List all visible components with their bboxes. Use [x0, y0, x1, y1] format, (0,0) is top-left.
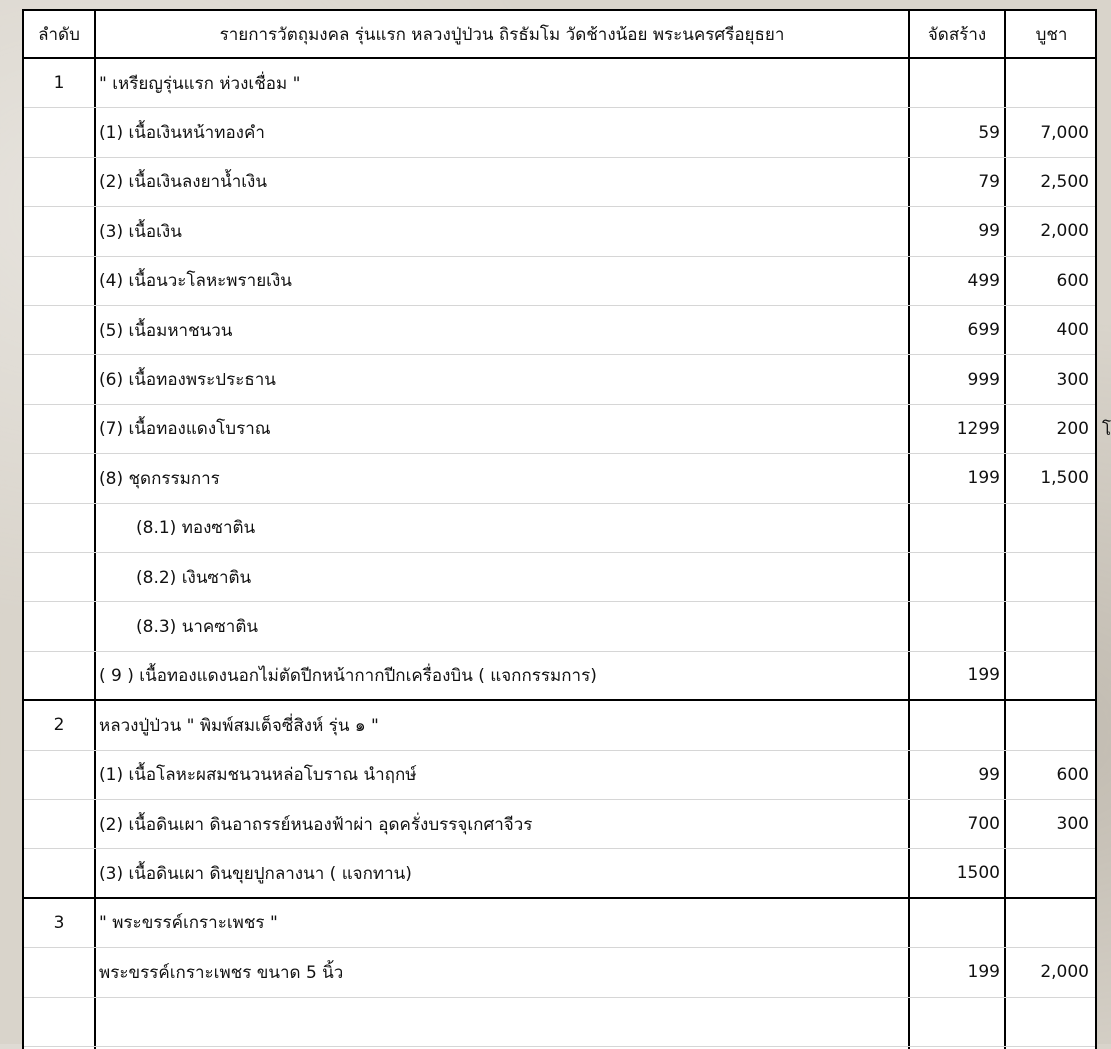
- table-row: [24, 405, 1095, 454]
- row-made: 99: [978, 221, 1000, 242]
- row-price: [1006, 504, 1097, 552]
- row-item: " พระขรรค์เกราะเพชร ": [99, 913, 278, 934]
- table-row: [24, 257, 1095, 306]
- row-price: 7,000: [1040, 122, 1089, 143]
- row-no: [24, 504, 94, 552]
- row-no: [24, 652, 94, 699]
- row-item: (6) เนื้อทองพระประธาน: [99, 370, 276, 391]
- row-no: 2: [53, 715, 65, 736]
- row-made: 1500: [956, 863, 1000, 884]
- row-item: (1) เนื้อเงินหน้าทองคำ: [99, 123, 265, 144]
- row-price: 2,000: [1040, 962, 1089, 983]
- row-no: 1: [53, 73, 65, 94]
- cut-off-text: โ: [1102, 420, 1111, 440]
- table-row: [24, 108, 1095, 157]
- row-price: [1006, 652, 1097, 699]
- row-made: 59: [978, 122, 1000, 143]
- table-row: [24, 59, 1095, 108]
- row-made: [910, 504, 1004, 552]
- row-made: 699: [967, 320, 1000, 341]
- table-row: [24, 998, 1095, 1047]
- table-row: [24, 751, 1095, 800]
- row-price: 2,500: [1040, 171, 1089, 192]
- header-no: ลำดับ: [38, 24, 80, 45]
- row-no: [24, 800, 94, 848]
- table-row: [24, 158, 1095, 207]
- row-made: 99: [978, 764, 1000, 785]
- row-item: (1) เนื้อโลหะผสมชนวนหล่อโบราณ นำฤกษ์: [99, 765, 417, 786]
- row-price: [1006, 59, 1097, 107]
- row-made: [910, 701, 1004, 749]
- row-made: [910, 553, 1004, 601]
- row-no: [24, 751, 94, 799]
- row-item: (2) เนื้อเงินลงยาน้ำเงิน: [99, 172, 267, 193]
- row-no: [24, 948, 94, 996]
- row-price: 400: [1056, 320, 1089, 341]
- row-price: [1006, 849, 1097, 896]
- row-no: [24, 306, 94, 354]
- row-no: [24, 158, 94, 206]
- header-made: จัดสร้าง: [927, 24, 987, 45]
- row-no: [24, 257, 94, 305]
- row-price: 300: [1056, 814, 1089, 835]
- row-item: (3) เนื้อดินเผา ดินขุยปูกลางนา ( แจกทาน): [99, 863, 412, 884]
- row-item: หลวงปู่ป่วน " พิมพ์สมเด็จซี่สิงห์ รุ่น ๑ ": [99, 715, 379, 736]
- table-row: [24, 306, 1095, 355]
- table-row: [24, 800, 1095, 849]
- row-no: [24, 602, 94, 650]
- row-made: [910, 602, 1004, 650]
- row-price: [1006, 602, 1097, 650]
- row-item: (2) เนื้อดินเผา ดินอาถรรย์หนองฟ้าผ่า อุดครั่งบรรจุเกศาจีวร: [99, 814, 533, 835]
- table-row: [24, 355, 1095, 404]
- row-item: (7) เนื้อทองแดงโบราณ: [99, 419, 271, 440]
- header-price: บูชา: [1035, 24, 1068, 45]
- row-made: [910, 59, 1004, 107]
- table-row: [24, 553, 1095, 602]
- table-row: [24, 602, 1095, 651]
- row-price: 600: [1056, 764, 1089, 785]
- row-no: [24, 355, 94, 403]
- row-made: [910, 998, 1004, 1046]
- table-row: [24, 948, 1095, 997]
- row-made: 1299: [956, 418, 1000, 439]
- row-no: [24, 553, 94, 601]
- row-price: 200: [1056, 418, 1089, 439]
- row-item: (8) ชุดกรรมการ: [99, 468, 220, 489]
- row-price: [1006, 899, 1097, 947]
- row-made: 499: [967, 270, 1000, 291]
- row-no: [24, 998, 94, 1046]
- table-row: [24, 454, 1095, 503]
- table-header: [24, 11, 1095, 59]
- row-price: 2,000: [1040, 221, 1089, 242]
- row-made: 79: [978, 171, 1000, 192]
- row-item: (8.2) เงินซาติน: [136, 567, 252, 588]
- row-made: 199: [967, 468, 1000, 489]
- row-no: [24, 405, 94, 453]
- row-item: " เหรียญรุ่นแรก ห่วงเชื่อม ": [99, 73, 301, 94]
- row-made: 999: [967, 369, 1000, 390]
- table-row: [24, 899, 1095, 948]
- row-no: [24, 108, 94, 156]
- table-row: [24, 652, 1095, 701]
- table-row: [24, 701, 1095, 750]
- row-no: [24, 207, 94, 255]
- table-row: [24, 207, 1095, 256]
- row-item: ( 9 ) เนื้อทองแดงนอกไม่ตัดปีกหน้ากากปีกเครื่องบิน ( แจกกรรมการ): [99, 665, 597, 686]
- table-row: [24, 849, 1095, 898]
- row-made: 199: [967, 665, 1000, 686]
- header-item: รายการวัตถุมงคล รุ่นแรก หลวงปู่ป่วน ถิรธัมโม วัดช้างน้อย พระนครศรีอยุธยา: [219, 24, 785, 45]
- row-no: [24, 849, 94, 896]
- row-price: [1006, 701, 1097, 749]
- row-price: [1006, 998, 1097, 1046]
- row-price: 1,500: [1040, 468, 1089, 489]
- row-item: (5) เนื้อมหาชนวน: [99, 320, 233, 341]
- row-item: [96, 998, 908, 1046]
- item-table: [22, 9, 1097, 1049]
- row-no: 3: [53, 912, 65, 933]
- row-item: พระขรรค์เกราะเพชร ขนาด 5 นิ้ว: [99, 962, 344, 983]
- row-item: (4) เนื้อนวะโลหะพรายเงิน: [99, 271, 292, 292]
- row-price: [1006, 553, 1097, 601]
- row-no: [24, 454, 94, 502]
- row-item: (8.1) ทองซาติน: [136, 518, 256, 539]
- table-row: [24, 504, 1095, 553]
- row-made: [910, 899, 1004, 947]
- row-price: 300: [1056, 369, 1089, 390]
- row-made: 700: [967, 814, 1000, 835]
- row-made: 199: [967, 962, 1000, 983]
- row-price: 600: [1056, 270, 1089, 291]
- row-item: (3) เนื้อเงิน: [99, 221, 182, 242]
- row-item: (8.3) นาคซาติน: [136, 617, 258, 638]
